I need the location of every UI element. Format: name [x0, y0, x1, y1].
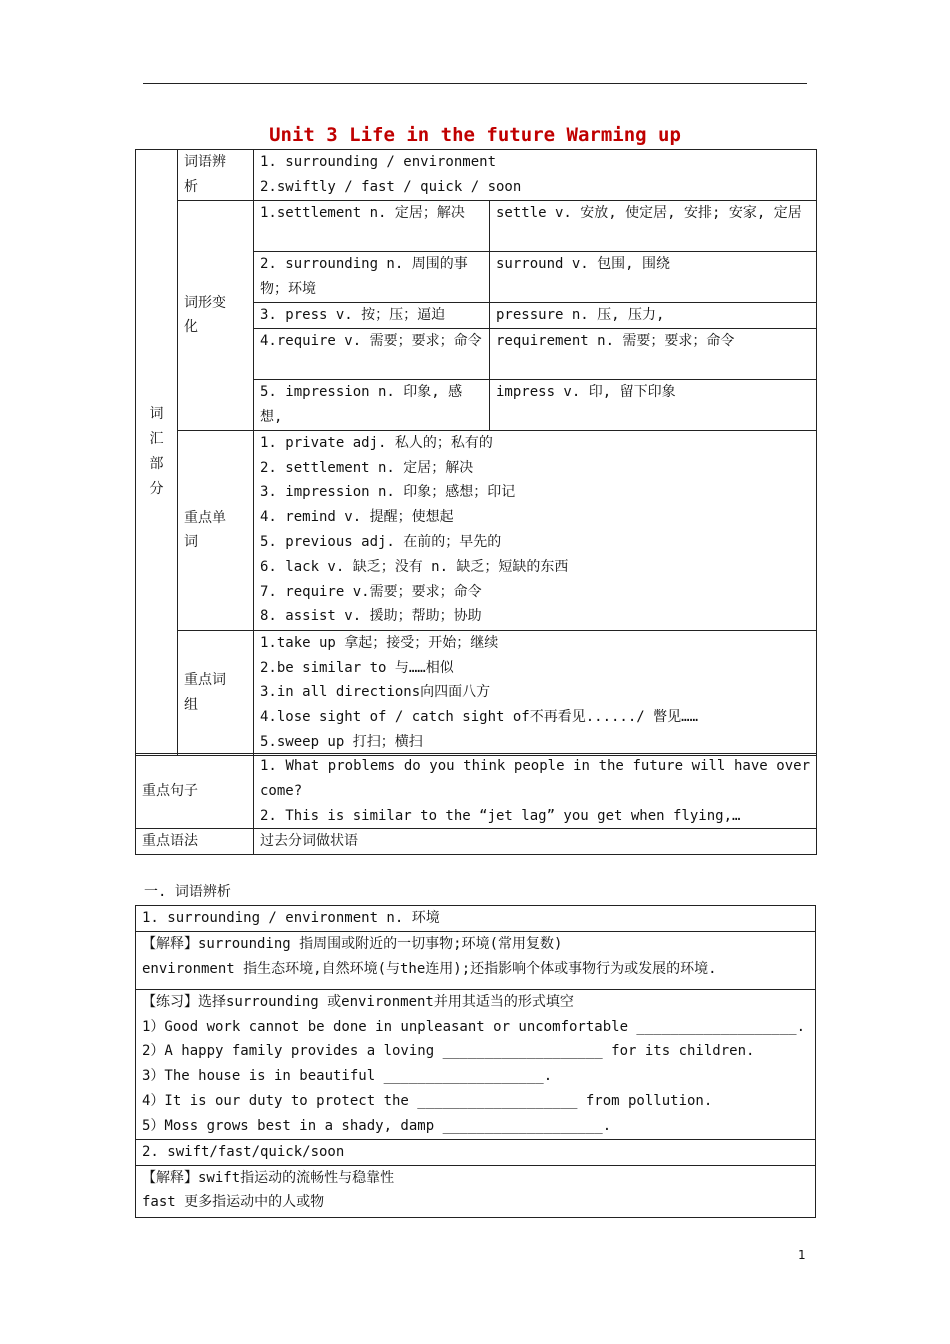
list-item: 2. This is similar to the “jet lag” you get when flying,…	[260, 807, 741, 824]
list-item: 5.sweep up 打扫；横扫	[260, 733, 423, 750]
list-item: 3.in all directions向四面八方	[260, 684, 491, 701]
list-item: 4.lose sight of / catch sight of不再看见....../ 瞥见……	[260, 709, 699, 726]
list-item: 2.be similar to 与……相似	[260, 659, 454, 676]
list-item: 6. lack v. 缺乏；没有 n. 缺乏；短缺的东西	[260, 558, 569, 575]
words-content	[254, 430, 817, 630]
list-item: 8. assist v. 援助；帮助；协助	[260, 608, 482, 625]
sentence-grammar-table	[135, 753, 817, 855]
cixing-label: 词形变化	[178, 201, 254, 431]
phrases-content	[254, 630, 817, 755]
practice-item: 2）A happy family provides a loving ___________________ for its children.	[142, 1043, 755, 1060]
grammar-content: 过去分词做状语	[254, 829, 817, 855]
grammar-label: 重点语法	[136, 829, 254, 855]
section-heading: 一. 词语辨析	[144, 884, 231, 900]
ciyu-label: 词语辨析	[178, 150, 254, 201]
cixing-left: 3. press v. 按；压；逼迫	[254, 303, 490, 329]
practice-block	[136, 989, 816, 1139]
ciyu-content: 1. surrounding / environment 2.swiftly / fast / quick / soon	[254, 150, 817, 201]
header-rule	[143, 83, 807, 84]
list-item: 7. require v.需要；要求；命令	[260, 583, 482, 600]
list-item: 2. settlement n. 定居；解决	[260, 459, 474, 476]
vocab-section-label: 词汇部分	[136, 150, 178, 756]
page-number: 1	[798, 1248, 806, 1262]
vocab-table	[135, 149, 817, 756]
cixing-left: 4.require v. 需要；要求；命令	[254, 328, 490, 379]
words-label: 重点单词	[178, 430, 254, 630]
cixing-left: 5. impression n. 印象, 感想,	[254, 379, 490, 430]
practice-item: 1）Good work cannot be done in unpleasant or uncomfortable ___________________.	[142, 1018, 806, 1035]
cixing-right: requirement n. 需要；要求；命令	[490, 328, 817, 379]
cixing-left: 2. surrounding n. 周围的事物；环境	[254, 252, 490, 303]
sentences-content	[254, 754, 817, 829]
cixing-right: impress v. 印, 留下印象	[490, 379, 817, 430]
cixing-right: settle v. 安放, 使定居, 安排; 安家, 定居	[490, 201, 817, 252]
phrases-label: 重点词组	[178, 630, 254, 755]
practice-title: 【练习】选择surrounding 或environment并用其适当的形式填空	[142, 993, 574, 1010]
cixing-right: pressure n. 压, 压力,	[490, 303, 817, 329]
analysis-table	[135, 905, 816, 1218]
list-item: 1.take up 拿起；接受；开始；继续	[260, 634, 499, 651]
list-item: 4. remind v. 提醒；使想起	[260, 509, 454, 526]
list-item: 1. private adj. 私人的；私有的	[260, 434, 493, 451]
analysis-explain-2: 【解释】swift指运动的流畅性与稳靠性 fast 更多指运动中的人或物	[136, 1165, 816, 1217]
analysis-explain-1: 【解释】surrounding 指周围或附近的一切事物;环境(常用复数) environment 指生态环境,自然环境(与the连用);还指影响个体或事物行为或发展的环境.	[136, 931, 816, 989]
practice-item: 3）The house is in beautiful ___________________.	[142, 1068, 553, 1085]
cixing-right: surround v. 包围, 围绕	[490, 252, 817, 303]
practice-item: 5）Moss grows best in a shady, damp ___________________.	[142, 1117, 612, 1134]
list-item: 1. What problems do you think people in the future will have overcome?	[260, 758, 810, 799]
practice-item: 4）It is our duty to protect the ___________________ from pollution.	[142, 1092, 713, 1109]
sentences-label: 重点句子	[136, 754, 254, 829]
cixing-left: 1.settlement n. 定居；解决	[254, 201, 490, 252]
analysis-head-2: 2. swift/fast/quick/soon	[136, 1139, 816, 1165]
list-item: 5. previous adj. 在前的；早先的	[260, 533, 502, 550]
list-item: 3. impression n. 印象；感想；印记	[260, 484, 516, 501]
page-title: Unit 3 Life in the future Warming up	[269, 124, 681, 146]
analysis-head-1: 1. surrounding / environment n. 环境	[136, 906, 816, 932]
